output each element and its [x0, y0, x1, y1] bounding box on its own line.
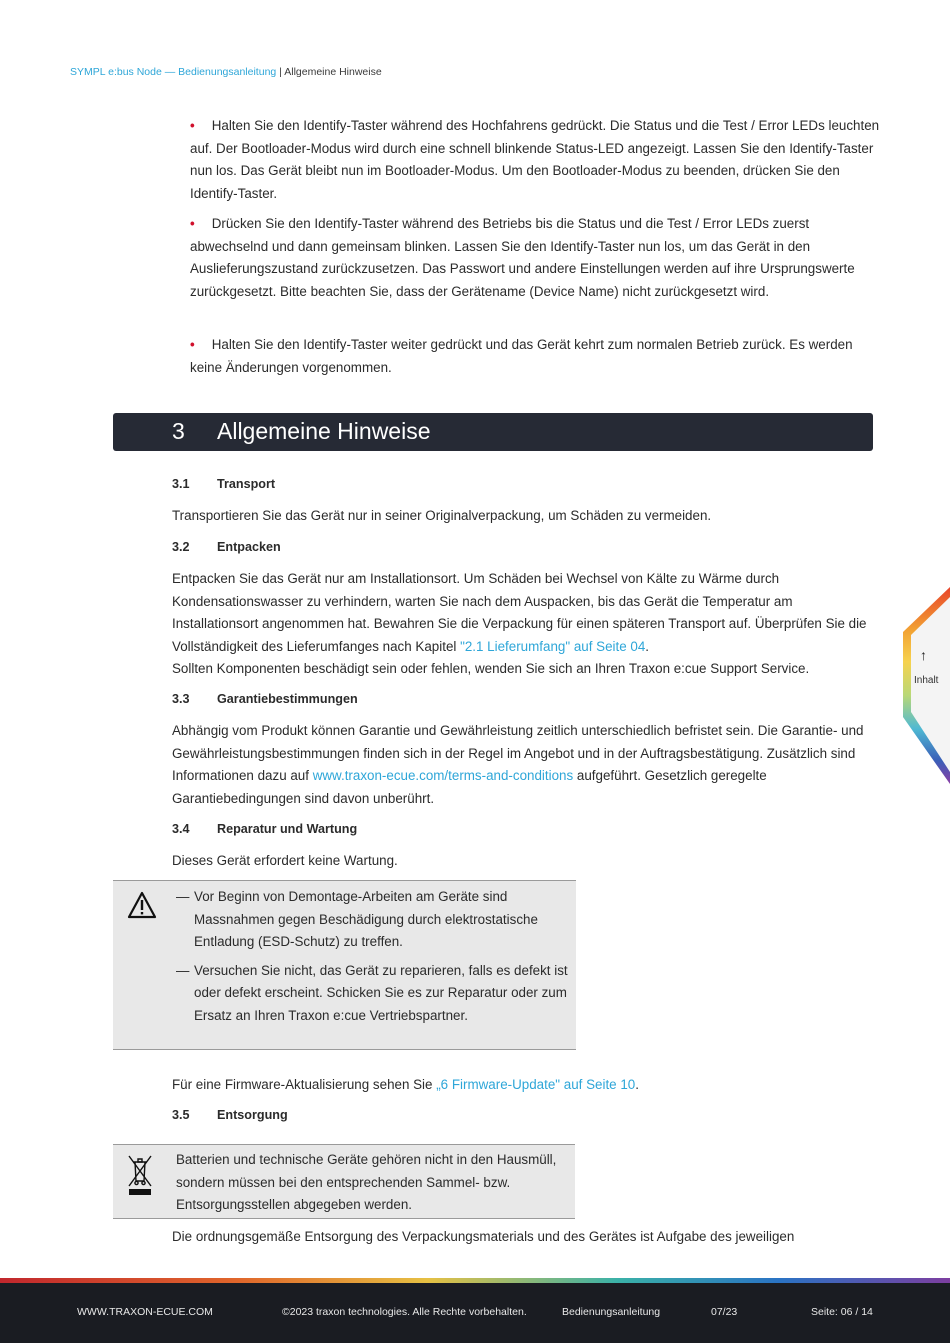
disposal-box-text: Batterien und technische Geräte gehören nicht in den Hausmüll, sondern müssen bei den entsprechenden Sammel- bzw. Entsorgungsstellen abgegeben werden. — [176, 1152, 557, 1212]
section-number: 3.3 — [172, 692, 190, 706]
firmware-text — [172, 1074, 872, 1097]
footer-page-number: Seite: 06 / 14 — [811, 1306, 873, 1318]
warranty-text-end: aufgeführt. Gesetzlich geregelte Garantiebedingungen sind davon unberührt. — [172, 768, 767, 806]
breadcrumb-doc[interactable]: SYMPL e:bus Node — Bedienungsanleitung — [70, 66, 277, 78]
lieferumfang-link[interactable]: "2.1 Lieferumfang" auf Seite 04 — [460, 638, 646, 654]
warning-text: Versuchen Sie nicht, das Gerät zu reparieren, falls es defekt ist oder defekt erscheint. Schicken Sie es zur Reparatur oder zum Ersatz an Ihren Traxon e:cue Vertriebspartner. — [194, 962, 568, 1023]
footer — [0, 1283, 950, 1343]
bullet-dot: • — [190, 337, 195, 352]
breadcrumb-separator: | — [276, 66, 285, 78]
toc-side-tab[interactable] — [903, 587, 950, 784]
unpack-text-main: Entpacken Sie das Gerät nur am Installationsort. Um Schäden bei Wechsel von Kälte zu Wärme durch Kondensationswasser zu verhindern, warten Sie nach dem Auspacken, bis das Gerät die Temperatur am Installationsort angenommen hat. Bewahren Sie die Verpackung für einen späteren Transport auf. Überprüfen Sie die Vollständigkeit des Lieferumfanges nach Kapitel — [172, 571, 867, 654]
section-heading-3-1 — [172, 477, 572, 495]
toc-label: Inhalt — [914, 675, 939, 686]
section-title: Transport — [217, 477, 276, 491]
chapter-title: Allgemeine Hinweise — [217, 418, 431, 444]
bullet-dot: • — [190, 216, 195, 231]
terms-link[interactable]: www.traxon-ecue.com/terms-and-conditions — [312, 768, 574, 783]
footer-website[interactable]: WWW.TRAXON-ECUE.COM — [77, 1306, 213, 1318]
section-heading-3-2 — [172, 540, 572, 558]
section-title: Garantiebestimmungen — [217, 692, 358, 706]
section-number: 3.4 — [172, 822, 190, 836]
section-number: 3.2 — [172, 540, 190, 554]
section-title: Entsorgung — [217, 1108, 288, 1122]
section-heading-3-4 — [172, 822, 572, 840]
bullet-item — [190, 213, 880, 303]
warning-item — [176, 960, 571, 1028]
unpack-text-end: . — [645, 638, 650, 654]
footer-copyright: ©2023 traxon technologies. Alle Rechte vorbehalten. — [282, 1306, 527, 1318]
section-title: Entpacken — [217, 540, 281, 554]
section-heading-3-5 — [172, 1108, 572, 1126]
section-heading-3-3 — [172, 692, 572, 710]
bullet-text: Halten Sie den Identify-Taster weiter gedrückt und das Gerät kehrt zum normalen Betrieb zurück. Es werden keine Änderungen vorgenommen. — [190, 337, 853, 375]
firmware-text-main: Für eine Firmware-Aktualisierung sehen Sie — [172, 1077, 437, 1092]
breadcrumb-section: Allgemeine Hinweise — [284, 66, 382, 78]
footer-date: 07/23 — [711, 1306, 738, 1318]
disposal-text: Die ordnungsgemäße Entsorgung des Verpackungsmaterials und des Gerätes ist Aufgabe des jeweiligen — [172, 1229, 795, 1244]
bullet-item — [190, 334, 880, 379]
warning-list — [176, 886, 571, 1033]
firmware-text-end: . — [635, 1077, 639, 1092]
warranty-text — [172, 720, 872, 810]
unpack-text-support: Sollten Komponenten beschädigt sein oder fehlen, wenden Sie sich an Ihren Traxon e:cue Support Service. — [172, 661, 810, 676]
unpack-text — [172, 568, 872, 681]
transport-text: Transportieren Sie das Gerät nur in seiner Originalverpackung, um Schäden zu vermeiden. — [172, 508, 712, 523]
bullet-dot: • — [190, 118, 195, 133]
bullet-text: Drücken Sie den Identify-Taster während des Betriebs bis die Status und die Test / Error LEDs zuerst abwechselnd und dann gemeinsam blinken. Lassen Sie den Identify-Taster nun los, um das Gerät in den Auslieferungszustand zurückzusetzen. Das Passwort und andere Einstellungen werden auf ihre Ursprungswerte zurückgesetzt. Bitte beachten Sie, dass der Gerätename (Device Name) nicht zurückgesetzt wird. — [190, 216, 855, 299]
section-title: Reparatur und Wartung — [217, 822, 358, 836]
firmware-update-link[interactable]: „6 Firmware-Update" auf Seite 10 — [436, 1077, 636, 1092]
section-number: 3.5 — [172, 1108, 190, 1122]
maintenance-text: Dieses Gerät erfordert keine Wartung. — [172, 853, 398, 868]
chapter-heading — [113, 413, 873, 451]
warning-item — [176, 886, 571, 954]
dash-marker: — — [176, 889, 190, 904]
arrow-up-icon: ↑ — [920, 647, 927, 663]
warning-triangle-icon — [127, 891, 157, 924]
footer-doctype: Bedienungsanleitung — [562, 1306, 661, 1318]
section-number: 3.1 — [172, 477, 190, 491]
bullet-text: Halten Sie den Identify-Taster während des Hochfahrens gedrückt. Die Status und die Test / Error LEDs leuchten auf. Der Bootloader-Modus wird durch eine schnell blinkende Status-LED angezeigt. Lassen Sie den Identify-Taster nun los. Das Gerät bleibt nun im Bootloader-Modus. Um den Bootloader-Modus zu beenden, drücken Sie den Identify-Taster. — [190, 118, 880, 201]
bullet-item — [190, 115, 880, 205]
warranty-text-main: Abhängig vom Produkt können Garantie und Gewährleistung zeitlich unterschiedlich befristet sein. Die Garantie- und Gewährleistungsbestimmungen finden sich in der Regel im Angebot und in der Auftragsbestätigung. Zusätzlich sind Informationen dazu auf — [172, 723, 864, 783]
weee-bin-icon — [126, 1153, 154, 1202]
chapter-number: 3 — [172, 418, 185, 444]
disposal-box — [113, 1144, 575, 1219]
warning-box — [113, 880, 576, 1050]
breadcrumb — [70, 66, 382, 78]
dash-marker: — — [176, 962, 190, 978]
warning-text: Vor Beginn von Demontage-Arbeiten am Geräte sind Massnahmen gegen Beschädigung durch elektrostatische Entladung (ESD-Schutz) zu treffen. — [194, 889, 538, 949]
